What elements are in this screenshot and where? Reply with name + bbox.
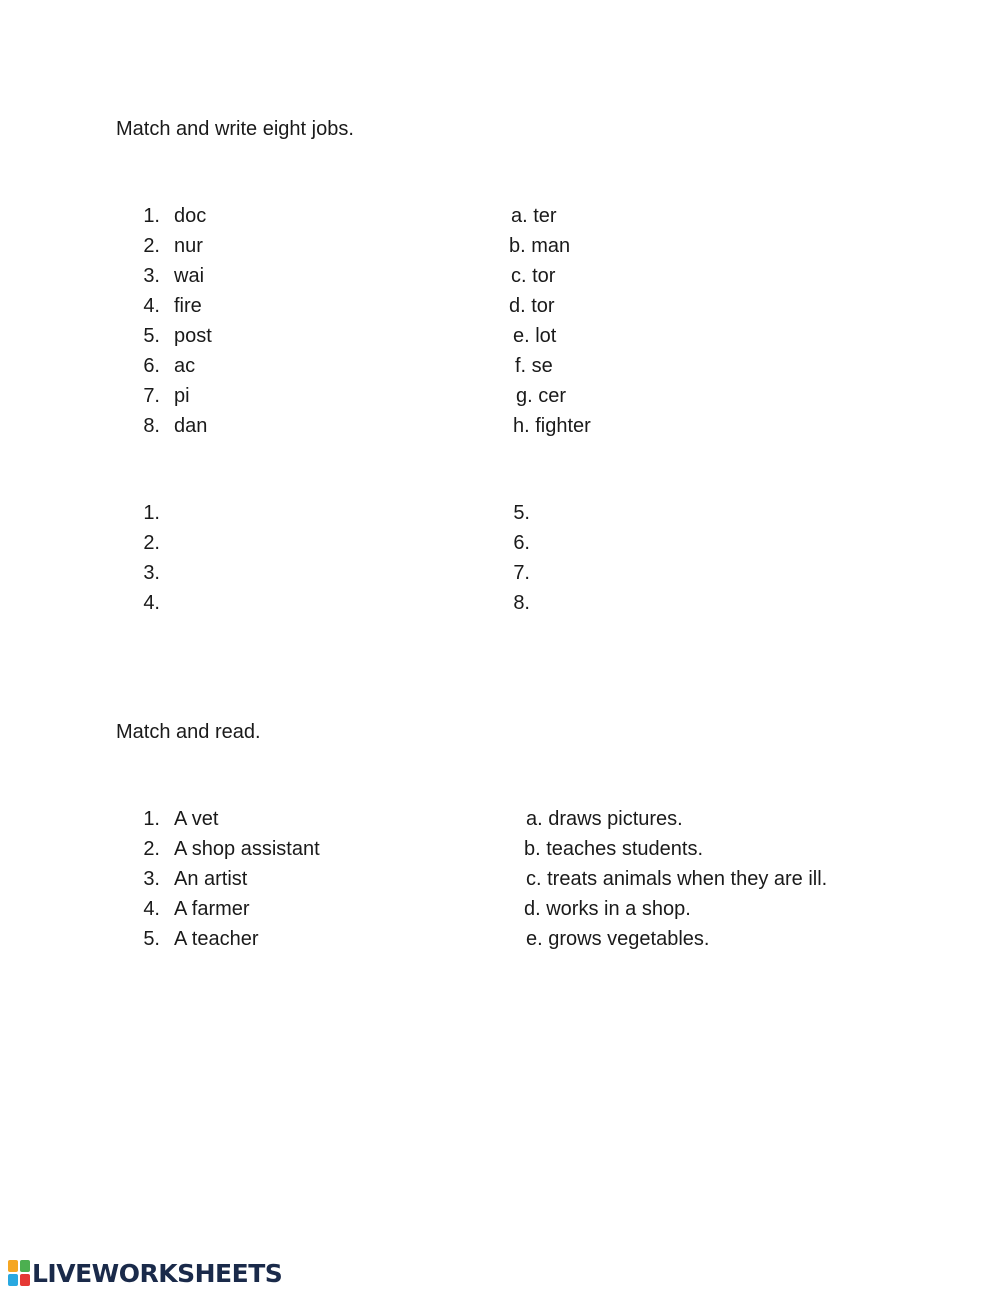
section-1-heading: Match and write eight jobs. — [116, 118, 354, 140]
item-number: 3. — [143, 868, 160, 890]
item-text: ac — [174, 355, 196, 377]
item-text: g. cer — [516, 385, 567, 407]
item-text: post — [174, 325, 212, 347]
logo-text: LIVEWORKSHEETS — [32, 1258, 283, 1288]
item-number: 1. — [143, 502, 160, 524]
item-number: 1. — [143, 205, 160, 227]
logo-block — [8, 1274, 18, 1286]
item-text: dan — [174, 415, 208, 437]
item-number: 2. — [143, 235, 160, 257]
item-text: pi — [174, 385, 190, 407]
item-number: 3. — [143, 265, 160, 287]
item-number: 5. — [513, 502, 530, 524]
item-text: a. draws pictures. — [526, 808, 683, 830]
item-text: doc — [174, 205, 207, 227]
liveworksheets-logo — [8, 1258, 282, 1288]
item-text: e. lot — [513, 325, 557, 347]
item-text: A shop assistant — [174, 838, 320, 860]
item-text: A farmer — [174, 898, 250, 920]
item-number: 4. — [143, 295, 160, 317]
item-number: 4. — [143, 898, 160, 920]
item-text: h. fighter — [513, 415, 591, 437]
item-number: 6. — [513, 532, 530, 554]
item-text: An artist — [174, 868, 248, 890]
section-2-heading: Match and read. — [116, 721, 261, 743]
item-number: 1. — [143, 808, 160, 830]
item-text: c. treats animals when they are ill. — [526, 868, 828, 890]
item-text: a. ter — [511, 205, 557, 227]
item-number: 7. — [143, 385, 160, 407]
item-number: 6. — [143, 355, 160, 377]
item-text: c. tor — [511, 265, 556, 287]
item-text: e. grows vegetables. — [526, 928, 710, 950]
logo-block — [20, 1260, 30, 1272]
item-text: fire — [174, 295, 202, 317]
item-text: d. tor — [509, 295, 555, 317]
item-number: 5. — [143, 325, 160, 347]
logo-icon — [8, 1260, 30, 1286]
item-number: 4. — [143, 592, 160, 614]
item-number: 5. — [143, 928, 160, 950]
item-text: A vet — [174, 808, 219, 830]
logo-block — [8, 1260, 18, 1272]
item-number: 3. — [143, 562, 160, 584]
item-number: 2. — [143, 532, 160, 554]
item-number: 8. — [513, 592, 530, 614]
logo-block — [20, 1274, 30, 1286]
item-number: 2. — [143, 838, 160, 860]
item-text: b. man — [509, 235, 571, 257]
item-text: d. works in a shop. — [524, 898, 691, 920]
item-text: A teacher — [174, 928, 259, 950]
item-text: wai — [174, 265, 205, 287]
item-text: f. se — [515, 355, 553, 377]
item-number: 7. — [513, 562, 530, 584]
item-text: b. teaches students. — [524, 838, 704, 860]
item-text: nur — [174, 235, 203, 257]
item-number: 8. — [143, 415, 160, 437]
